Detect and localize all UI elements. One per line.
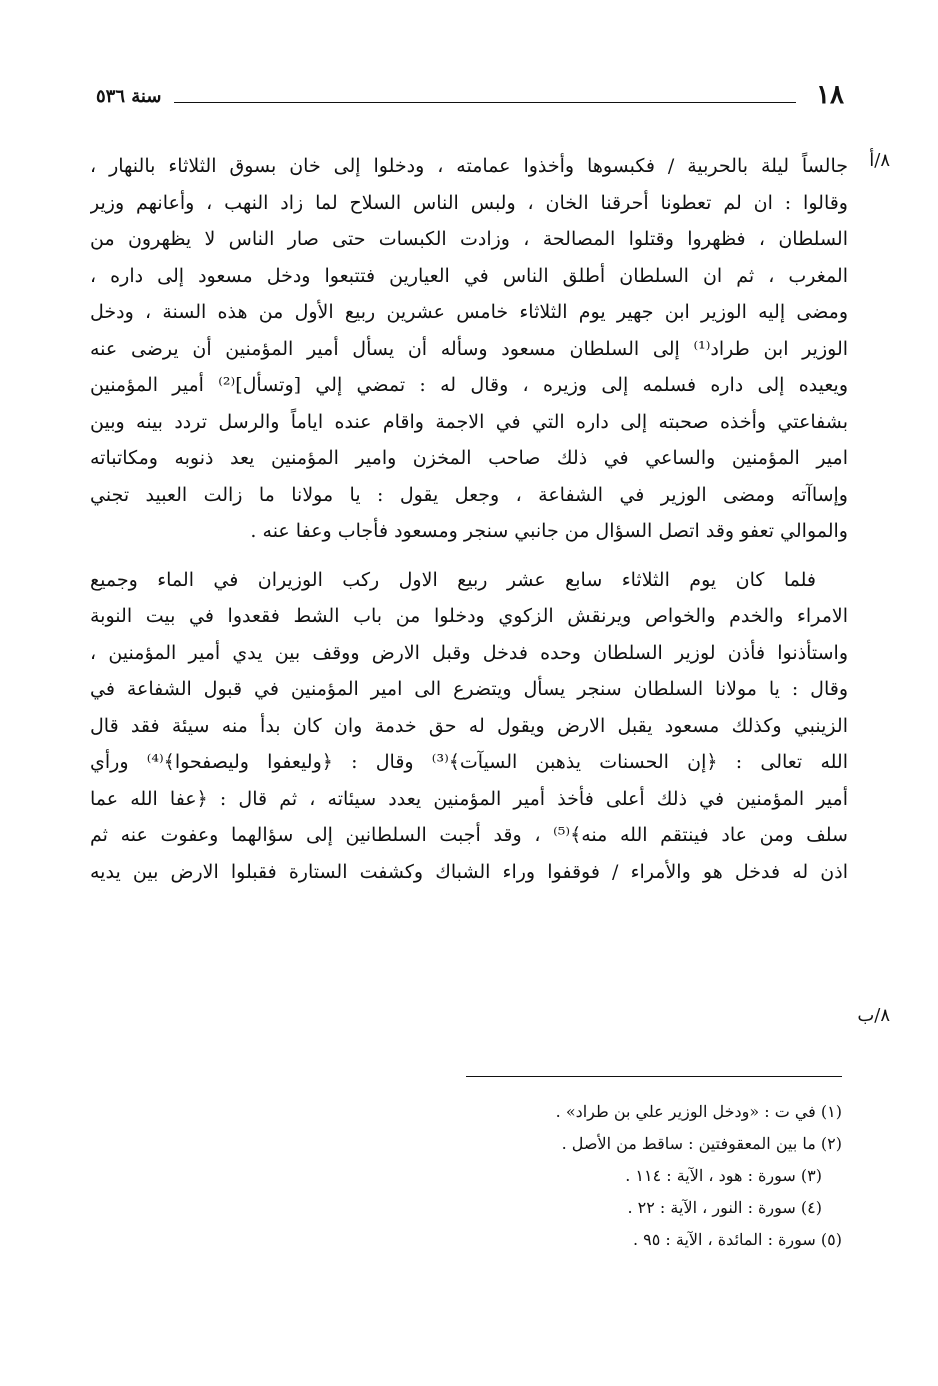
text-line: وإساآته ومضى الوزير في الشفاعة ، وجعل يقول : يا مولانا ما زالت العبيد تجني bbox=[90, 483, 848, 506]
text-line: السلطان ، فظهروا وقتلوا المصالحة ، وزادت الكبسات حتى صار الناس لا يظهرون من bbox=[90, 228, 848, 250]
text-line: وقال : يا مولانا السلطان سنجر يسأل ويتضرع الى امير المؤمنين في قبول الشفاعة في bbox=[90, 678, 848, 700]
text-line: ومضى إليه الوزير ابن جهير يوم الثلاثاء خامس عشرين ربيع الأول من هذه السنة ، ودخل bbox=[90, 301, 848, 323]
footnote-rule bbox=[466, 1076, 842, 1077]
margin-note-folio-8b: ٨/ب bbox=[857, 1005, 890, 1026]
text-line: بشفاعتي وأخذه صحبته إلى داره التي في الاجمة واقام عنده اياماً والرسل تردد بينه وبين bbox=[90, 410, 848, 433]
text-line: الزينبي وكذلك مسعود يقبل الارض ويقول له حق خدمة وان كان بدأ منه سيئة فقد قال bbox=[90, 714, 848, 737]
footnote-5: (٥) سورة : المائدة ، الآية : ٩٥ . bbox=[632, 1230, 842, 1249]
text-line: امير المؤمنين والساعي في ذلك صاحب المخزن وامير المؤمنين يعد ذنوبه ومكاتباته bbox=[90, 447, 848, 469]
text-line: جالساً ليلة بالحربية / فكبسوها وأخذوا عمامته ، ودخلوا إلى خان بسوق الثلاثاء بالنهار ، bbox=[90, 155, 848, 177]
header-rule bbox=[174, 102, 796, 103]
text-line: أمير المؤمنين في ذلك أعلى فأخذ أمير المؤمنين يعدد سيئاته ، ثم قال : ﴿عفا الله عما bbox=[90, 787, 848, 810]
paragraph-2 bbox=[90, 562, 848, 891]
margin-note-folio-8a: ٨/أ bbox=[869, 150, 890, 171]
text-line: واستأذنوا فأذن لوزير السلطان وحده فدخل وقبل الارض ووقف بين يدي أمير المؤمنين ، bbox=[90, 641, 848, 664]
main-text bbox=[90, 148, 848, 890]
footnote-4: (٤) سورة : النور ، الآية : ٢٢ . bbox=[627, 1198, 822, 1217]
running-header bbox=[96, 80, 844, 120]
footnote-1: (١) في ت : «ودخل الوزير علي بن طراد» . bbox=[555, 1102, 842, 1121]
paragraph-1 bbox=[90, 148, 848, 550]
footnote-3: (٣) سورة : هود ، الآية : ١١٤ . bbox=[625, 1166, 822, 1185]
text-line: وقالوا : ان لم تعطونا أحرقنا الخان ، ولبس الناس السلاح لما زاد النهب ، وأعانهم وزير bbox=[90, 191, 848, 214]
text-line: ويعيده إلى داره فسلمه إلى وزيره ، وقال له : تمضي إلي [وتسأل]⁽²⁾ أمير المؤمنين bbox=[90, 374, 848, 396]
text-line: الامراء والخدم والخواص ويرنقش الزكوي ودخلوا من باب الشط فقعدوا في بيت النوبة bbox=[90, 605, 848, 627]
text-line: المغرب ، ثم ان السلطان أطلق الناس في العيارين فتتبعوا ودخل مسعود إلى داره ، bbox=[90, 264, 848, 287]
text-line: الله تعالى : ﴿إن الحسنات يذهبن السيآت﴾⁽³⁾ وقال : ﴿وليعفوا وليصفحوا﴾⁽⁴⁾ ورأي bbox=[90, 751, 848, 773]
text-line: اذن له فدخل هو والأمراء / فوقفوا وراء الشباك وكشفت الستارة فقبلوا الارض بين يديه bbox=[90, 860, 848, 883]
year-label: سنة ٥٣٦ bbox=[96, 86, 162, 107]
text-line: الوزير ابن طراد⁽¹⁾ إلى السلطان مسعود وسأله أن يسأل أمير المؤمنين أن يرضى عنه bbox=[90, 337, 848, 360]
text-line: سلف ومن عاد فينتقم الله منه﴾⁽⁵⁾ ، وقد أجبت السلطانين إلى سؤالهما وعفوت عنه ثم bbox=[90, 824, 848, 846]
text-line: والموالي تعفو وقد اتصل السؤال من جانبي سنجر ومسعود فأجاب وعفا عنه . bbox=[250, 520, 848, 542]
footnote-2: (٢) ما بين المعقوفتين : ساقط من الأصل . bbox=[561, 1134, 842, 1153]
footnotes bbox=[322, 1096, 842, 1256]
page-number: ١٨ bbox=[816, 80, 844, 110]
text-line: فلما كان يوم الثلاثاء سابع عشر ربيع الاول ركب الوزيران في الماء وجميع bbox=[90, 568, 816, 591]
paragraph-gap bbox=[90, 550, 848, 562]
